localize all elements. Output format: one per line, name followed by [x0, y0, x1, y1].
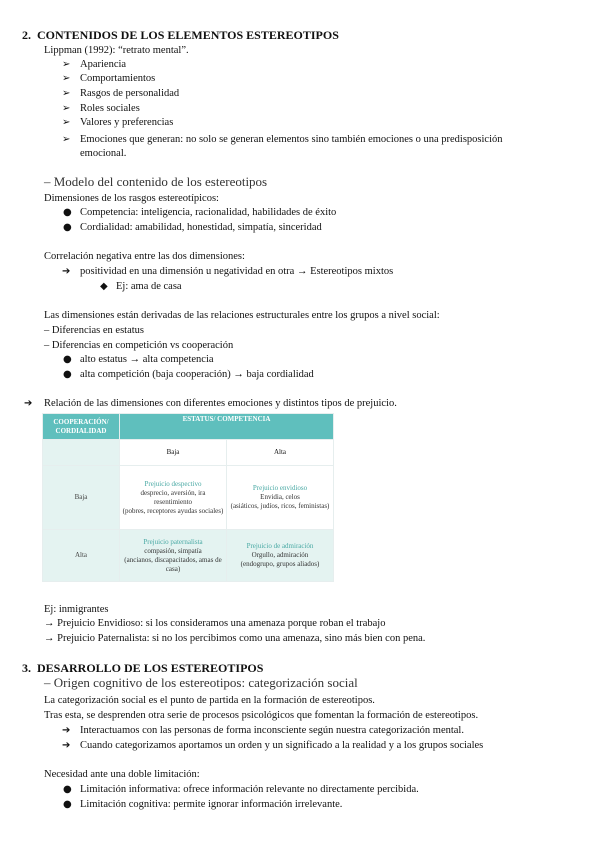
example-intro: Ej: inmigrantes: [44, 604, 109, 615]
arrowhead-bullet-icon: ➢: [62, 88, 71, 99]
arrowhead-bullet-icon: ➢: [62, 117, 71, 128]
list-item: Emociones que generan: no solo se generan elementos sino también emociones o una predisposición: [80, 134, 503, 145]
cell-example: (pobres, receptores ayudas sociales): [122, 506, 224, 515]
derived-line: Las dimensiones están derivadas de las relaciones estructurales entre los grupos a nivel social:: [44, 310, 440, 321]
dot-bullet-icon: ●: [63, 354, 72, 365]
table-cell: [227, 466, 334, 530]
arrowhead-bullet-icon: ➢: [62, 59, 71, 70]
section-3-heading: 3. DESARROLLO DE LOS ESTEREOTIPOS: [22, 661, 264, 675]
cell-title: Prejuicio paternalista: [143, 537, 203, 546]
table-corner: [43, 440, 120, 466]
paragraph-line: La categorización social es el punto de partida en la formación de estereotipos.: [44, 695, 375, 706]
arrow-right-icon: ➔: [24, 398, 33, 409]
list-item: Competencia: inteligencia, racionalidad, habilidades de éxito: [80, 207, 337, 218]
arrow-right-icon: ➔: [62, 740, 71, 751]
list-item: Ej: ama de casa: [116, 281, 182, 292]
header-cooperation: COOPERACIÓN/ CORDIALIDAD: [43, 414, 120, 440]
dimensions-intro: Dimensiones de los rasgos estereotípicos:: [44, 193, 219, 204]
need-line: Necesidad ante una doble limitación:: [44, 769, 200, 780]
dot-bullet-icon: ●: [63, 799, 72, 810]
cell-example: (endogrupo, grupos aliados): [240, 560, 320, 568]
arrowhead-bullet-icon: ➢: [62, 73, 71, 84]
cell-text: compasión, simpatía: [144, 546, 202, 555]
list-item: Limitación cognitiva: permite ignorar información irrelevante.: [80, 799, 343, 810]
header-status: ESTATUS/ COMPETENCIA: [120, 414, 334, 440]
list-item: Interactuamos con las personas de forma inconsciente según nuestra categorización mental.: [80, 725, 464, 736]
cell-example: (ancianos, discapacitados, amas de casa): [124, 555, 222, 573]
dot-bullet-icon: ●: [63, 222, 72, 233]
list-item: alto estatus → alta competencia: [80, 354, 214, 365]
relation-line: Relación de las dimensiones con diferentes emociones y distintos tipos de prejuicio.: [44, 398, 397, 409]
paragraph-line: Tras esta, se desprenden otra serie de procesos psicológicos que fomentan la formación de estereotipos.: [44, 710, 479, 721]
arrowhead-bullet-icon: ➢: [62, 134, 71, 145]
difference-line: – Diferencias en estatus: [44, 325, 145, 336]
model-subtitle: – Modelo del contenido de los estereotipos: [44, 174, 268, 189]
section-3-subtitle: – Origen cognitivo de los estereotipos: categorización social: [44, 675, 358, 690]
list-item: positividad en una dimensión u negatividad en otra → Estereotipos mixtos: [80, 266, 394, 277]
cell-text: Orgullo, admiración: [251, 551, 309, 559]
arrow-right-icon: ➔: [62, 725, 71, 736]
list-item-continuation: emocional.: [80, 148, 127, 159]
list-item: Valores y preferencias: [80, 117, 174, 128]
list-item: Rasgos de personalidad: [80, 88, 180, 99]
column-header-baja: Baja: [120, 440, 227, 466]
cell-title: Prejuicio de admiración: [246, 542, 314, 550]
cell-title: Prejuicio despectivo: [144, 479, 202, 488]
cell-text: desprecio, aversión, ira resentimiento: [140, 488, 206, 506]
dot-bullet-icon: ●: [63, 207, 72, 218]
correlation-line: Correlación negativa entre las dos dimensiones:: [44, 251, 245, 262]
list-item: Roles sociales: [80, 103, 140, 114]
column-header-alta: Alta: [227, 440, 334, 466]
diamond-bullet-icon: ◆: [100, 281, 108, 292]
example-line: → Prejuicio Paternalista: si no los percibimos como una amenaza, sino más bien con pena.: [44, 633, 426, 644]
list-item: Cordialidad: amabilidad, honestidad, simpatía, sinceridad: [80, 222, 322, 233]
table-cell: [227, 530, 334, 582]
row-header-baja: Baja: [43, 466, 120, 530]
lippman-line: Lippman (1992): “retrato mental”.: [44, 45, 189, 56]
prejudice-table: [42, 413, 334, 582]
row-header-alta: Alta: [43, 530, 120, 582]
dot-bullet-icon: ●: [63, 369, 72, 380]
arrowhead-bullet-icon: ➢: [62, 103, 71, 114]
difference-line: – Diferencias en competición vs cooperación: [44, 340, 234, 351]
example-line: → Prejuicio Envidioso: si los consideramos una amenaza porque roban el trabajo: [44, 618, 386, 629]
list-item: Limitación informativa: ofrece información relevante no directamente percibida.: [80, 784, 419, 795]
cell-title: Prejuicio envidioso: [252, 484, 308, 492]
list-item: Apariencia: [80, 59, 127, 70]
table-cell: [120, 466, 227, 530]
table-cell: [120, 530, 227, 582]
list-item: alta competición (baja cooperación) → baja cordialidad: [80, 369, 314, 380]
dot-bullet-icon: ●: [63, 784, 72, 795]
list-item: Cuando categorizamos aportamos un orden y un significado a la realidad y a los grupos sociales: [80, 740, 484, 751]
cell-text: Envidia, celos: [260, 493, 300, 501]
cell-example: (asiáticos, judíos, ricos, feministas): [230, 502, 330, 510]
section-2-heading: 2. CONTENIDOS DE LOS ELEMENTOS ESTEREOTIPOS: [22, 28, 339, 42]
arrow-right-icon: ➔: [62, 266, 71, 277]
list-item: Comportamientos: [80, 73, 156, 84]
